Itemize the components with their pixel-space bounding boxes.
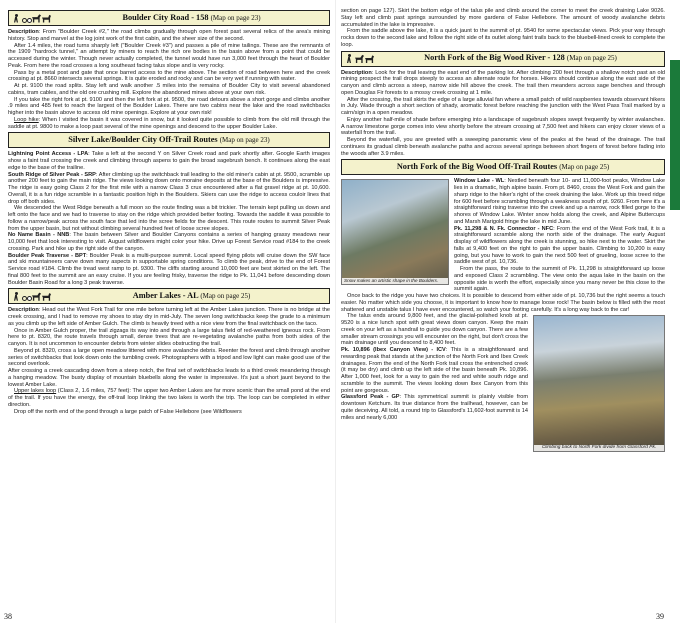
section-header-amber-lakes bbox=[8, 288, 330, 304]
route-entry: Pk. 10,896 (Ibex Canyon View) - ICV: This is a straightforward and rewarding peak that stands at the junction of the North Fork and Ibex Creek drainages. From the end of the North Fork trail cross the entrenched creek (it may be dry) and climb up the left side of the basin beneath Pk. 10,896. After 1,000 feet, look for a way to gain the red and white south ridge and scramble to the summit. The views looking down Ibex Canyon from this point are gorgeous. bbox=[341, 347, 528, 394]
horse-icon bbox=[32, 14, 41, 23]
paragraph: Once back to the ridge you have two choices. It is possible to descend from either side of pt. 10,736 but the right seems a touch easier. No matter which side you choose, it is important to know how to manage loose rock! The basin below is filled with the most shattered and unstable talus I have ever encountered, so watch your footing carefully. It's a long way back to the car! bbox=[341, 293, 665, 313]
route-entry: Boulder Peak Traverse - BPT: Boulder Peak is a multi-purpose summit. Local speed flying pilots will cruise down the SW face and ski mountaineers carve down many aspects in supportable spring conditions. To climb the peak, drive to the end of Forest Service road #184. Climb the tread west ramp to pt. 9300. The cliffs starting around 10,000 feet are best skirted on the left. The final 800 feet to the summit are an easy cruise. If you are feeling frisky, traverse the ridge to Pk. 11,041 before descending down Boulder Basin Road for a long 3 peak traverse. bbox=[8, 252, 330, 286]
paragraph: At pt. 9100 the road splits. Stay left and walk another .5 miles into the remains of Boulder City to visit several abandoned cabins, tram cables, and the old ore crushing mill. Explore the abandoned mines above at your own risk. bbox=[8, 83, 330, 96]
activity-icons bbox=[9, 14, 54, 23]
left-page-column bbox=[8, 8, 330, 608]
horse-icon bbox=[32, 292, 41, 301]
route-entry: South Ridge of Silver Peak - SRP: After climbing up the switchback trail leading to the old miner's cabin at pt. 9500, scramble up another 200 feet to gain the main ridge. The views looking down onto moraine deposits at the base of the Boulders is impressive. The ridge is easy going Class 2 for the first mile with a narrow Class 3 crux encountered after a flat gravel ridge at pt. 10,600. Overall, it is a fun ridge scramble in a fantastic position high in the Boulders. Skiers can use the ridge to access couloir lines that drop off both sides. bbox=[8, 171, 330, 205]
paragraph: Once in Amber Gulch proper, the trail zigzags its way into and through a large talus field of red-weathered igneous rock. From here to pt. 8320, the route travels through small, dense trees that are re-vegetating avalanche paths from both sides of the canyon. It is not uncommon to encounter debris from winter slides obstructing the trail. bbox=[8, 327, 330, 347]
paragraph: We descended the West Ridge beneath a full moon so the route finding was a bit trickier. The terrain kept pulling us down and left onto the face and we had to traverse to stay on the ridge which provided better footing. Towards the saddle it was possible to follow a narrow/peak across the south face that led into the scree fields for the descent. This route routes to summit Silver Peak from the upper basin, but not without climbing several hundred feet of loose scree slopes. bbox=[8, 205, 330, 232]
hiker-icon bbox=[12, 292, 21, 301]
photo-north-fork-divide bbox=[533, 315, 665, 452]
page-number-left: 38 bbox=[4, 612, 12, 621]
section-header-north-fork-routes bbox=[341, 159, 665, 175]
section-title: Amber Lakes - AL (Map on page 25) bbox=[132, 290, 251, 300]
section-title: North Fork of the Big Wood River - 128 (Map on page 25) bbox=[424, 53, 617, 63]
route-entry: Glassford Peak - GP: This symmetrical summit is plainly visible from downtown Ketchum. Its true distance from the trailhead, however, can be quite deceiving. All told, a round trip to Glassford's 11,602-foot summit is 14 miles and nearly 6,000 bbox=[341, 394, 528, 421]
paragraph: Drop off the north end of the pond through a large patch of False Hellebore (see Wildflowers bbox=[14, 408, 242, 415]
photo-caption: Climbing back to North Fork divide from Glassford Pk. bbox=[534, 445, 664, 451]
hiker-icon bbox=[345, 54, 354, 63]
activity-icons bbox=[342, 54, 377, 63]
paragraph: Enjoy another half-mile of shade before emerging into a landscape of sagebrush slopes swept frequently by winter avalanches. A narrow limestone gorge comes into view shortly before the stream crossing at 7,500 feet and hikers can enjoy closer views of a waterfall from the trail. bbox=[341, 116, 665, 137]
photo-snow-shape bbox=[341, 179, 449, 285]
right-page-column bbox=[341, 8, 665, 606]
paragraph: After crossing a creek cascading down from a steep notch, the final set of switchbacks leads to a third creek meandering through a hanging meadow. The busty display of mountain bluebells along the water is impressive. It's just a short jaunt beyond to the lowest Amber Lake. bbox=[8, 368, 330, 388]
paragraph: From the pass, the route to the summit of Pk. 11,298 is straightforward up loose and exposed Class 2 scrambling. The view onto the aqua lake in the basin on the opposite side is worth the effort, especially since you many never be this close to the summit again. bbox=[454, 266, 665, 293]
route-entry: Pk. 11,298 & N. Fk. Connector - NFC: From the end of the West Fork trail, it is a straightforward scramble along the north side of the drainage. The early August display of wildflowers along the creek is stunning, so hike next to the water. Skirt the falls at 9,400 feet on the right to gain the upper basin. Climbing to 10,200 is easy going, but you have to work to gain the next 500 feet of grueling, loose scree to the saddle west of pt. 10,736. bbox=[454, 225, 665, 266]
section-header-silver-lake-routes bbox=[8, 132, 330, 148]
paragraph: Description: Look for the trail leaving the east end of the parking lot. After climbing 200 feet through a shallow notch past an old mining prospect the trail drops steeply to access an alternate route for horses. Hikers should continue along the east side of the canyon and climb across a steep, narrow side hill above the creek. The trail then meanders across sage benches and through open Douglas Fir forests to a mossy creek crossing at 1 mile. bbox=[341, 69, 665, 96]
activity-icons bbox=[9, 292, 54, 301]
photo-caption: Snow makes an artistic shape in the Boulders. bbox=[342, 278, 448, 284]
paragraph: The talus ends around 9,800 feet, and the glacial-polished knob at pt. 9520 is a nice lunch spot with great views down canyon. Keep the main creek on your left as a handrail to guide you down canyon. There are a few smaller stream crossings you will encounter on the right, but don't cross the main drainage until you descend to 8,400 feet. bbox=[341, 313, 528, 347]
section-tab bbox=[670, 60, 680, 210]
biker-icon bbox=[22, 292, 31, 301]
page-gutter bbox=[335, 0, 336, 623]
dog-icon bbox=[42, 292, 51, 301]
dog-icon bbox=[365, 54, 374, 63]
route-entry: No Name Basin - NNB: The basin between Silver and Boulder Canyons contains a series of hanging grassy meadows near 10,000 feet that look interesting to visit. August wildflowers might color your hike. Drive up Forest Service road #184 to the creek crossing. Park and hike up the right side of the canyon. bbox=[8, 232, 330, 252]
horse-icon bbox=[355, 54, 364, 63]
paragraph: Pass by a metal post and gate that once barred access to the mine above. The section of road between here and the creek crossing at pt. 8660 intersects several springs. It is quite eroded and rocky and can be very wet if running with water. bbox=[8, 69, 330, 83]
page-number-right: 39 bbox=[656, 612, 664, 621]
hiker-icon bbox=[12, 14, 21, 23]
paragraph: Loop hike: When I visited the basin it was covered in snow, but it looked quite possible to climb from the old mill through the saddle at pt. 9800 to make a loop past several of the mine openings and descend to the upper Boulder Lake. bbox=[8, 116, 330, 130]
paragraph: Beyond pt. 8320, cross a large open meadow littered with more avalanche debris. Reenter the forest and climb through another series of switchbacks that look down onto the tumbling creek. Photographers with a tripod and low light can make good use of the second overlook. bbox=[8, 347, 330, 368]
section-title: Boulder City Road - 158 (Map on page 23) bbox=[122, 12, 261, 22]
paragraph: After 1.4 miles, the road turns sharply left ("Boulder Creek #3") and passes a pile of mine tailings. These are the remnants of the 1909 "hardrock tunnel," an attempt by miners to reach the rich ore bodies in the basin above from a point that could be accessed during the winter. Though never actually completed, the tunnel would have run 3,000 feet through the heart of Boulder Peak. From here the road crosses a long southeast facing talus slope and is very rocky. bbox=[8, 42, 330, 69]
paragraph: After the crossing, the trail skirts the edge of a large alluvial fan where a small patch of wild raspberries towards observant hikers in July. Wade through a short section of shady, aromatic forest before reaching the junction with the West Pass Trail marked by a cairn/sign in a open meadow. bbox=[341, 96, 665, 116]
section-header-boulder-city-road bbox=[8, 10, 330, 26]
paragraph: Beyond the waterfall, you are greeted with a sweeping panoramic view of the peaks at the head of the drainage. The trail continues its gradual climb beneath avalanche paths and across several springs between short fingers of forest before fading into the woods after 3.9 miles. bbox=[341, 137, 665, 157]
route-entry: Lightning Point Access - LPA: Take a left at the second Y on Silver Creek road and park shortly after. Google Earth images show a faint trail crossing the creek and climbing through aspens to gain the broad sagebrush bench. It continues along the east edge to the base of the trailine. bbox=[8, 151, 330, 171]
paragraph: From the saddle above the lake, it is a quick jaunt to the summit of pt. 9540 for some spectacular views. Pick your way through rocks down to the second lake and follow the right side of its outlet along faint trails back to the bluebell-lined creek to complete the loop. bbox=[341, 28, 665, 48]
dog-icon bbox=[42, 14, 51, 23]
paragraph: If you take the right fork at pt. 9100 and then the left fork at pt. 9500, the road detours above a short gorge and climbs another .9 miles and 485 feet to reach the largest of the Boulder Lakes. There are two cabins near the lake and the road switchbacks higher into the basin above to access old mine openings. Explore at your own risk! bbox=[8, 96, 330, 116]
paragraph: Upper lakes loop (Class 2, 1.6 miles, 757 feet): The upper two Amber Lakes are far more scenic than the small pond at the end of the trail. If you have the energy, the off-trail loop linking the two lakes is worth the trip. The loop can be completed in either direction. bbox=[8, 388, 330, 408]
section-title: North Fork of the Big Wood Off-Trail Routes (Map on page 25) bbox=[396, 161, 610, 171]
section-title: Silver Lake/Boulder City Off-Trail Routes (Map on page 23) bbox=[68, 134, 270, 144]
route-entry: Window Lake - WL: Nestled beneath four 10- and 11,000-foot peaks, Window Lake lies in a dramatic, high alpine basin. From pt. 8460, cross the West Fork and gain the sharp ridge to the hiker's right of the creek draining the lake. Work up this treed ridge for 600 feet before scrambling through a weakness south of pt. 9260. From here it's a straightforward rising traverse into the creek and up a narrow, rock filled gorge to the shores of Window Lake. Winter snow holds along the creek, and Alpine Buttercups and Marsh Marigold fringe the lake in mid June. bbox=[454, 178, 665, 225]
paragraph: Description: From "Boulder Creek #2," the road climbs gradually through open forest past several relics of the area's mining history. Stop and marvel at the log joint work of the first cabin, and the sheer size of the second. bbox=[8, 29, 330, 42]
biker-icon bbox=[22, 14, 31, 23]
paragraph: Description: Head out the West Fork Trail for one mile before turning left at the Amber Lakes junction. There is no bridge at the creek crossing, and I had to remove my shoes to stay dry in mid-July. The seven long switchbacks keep the grade to a minimum as you climb up the left side of Amber Gulch. The climb is heavily treed with a nice view from the final switchback on the taco. bbox=[8, 307, 330, 327]
paragraph: section on page 127). Skirt the bottom edge of the talus pile and climb around the corner to meet the creek draining Lake 9026. Stay left and climb past springs surrounded by more gardens of False Hellebore. The amount of woody avalanche debris accumulated in the lake is impressive. bbox=[341, 8, 665, 28]
section-header-north-fork-trail bbox=[341, 51, 665, 67]
